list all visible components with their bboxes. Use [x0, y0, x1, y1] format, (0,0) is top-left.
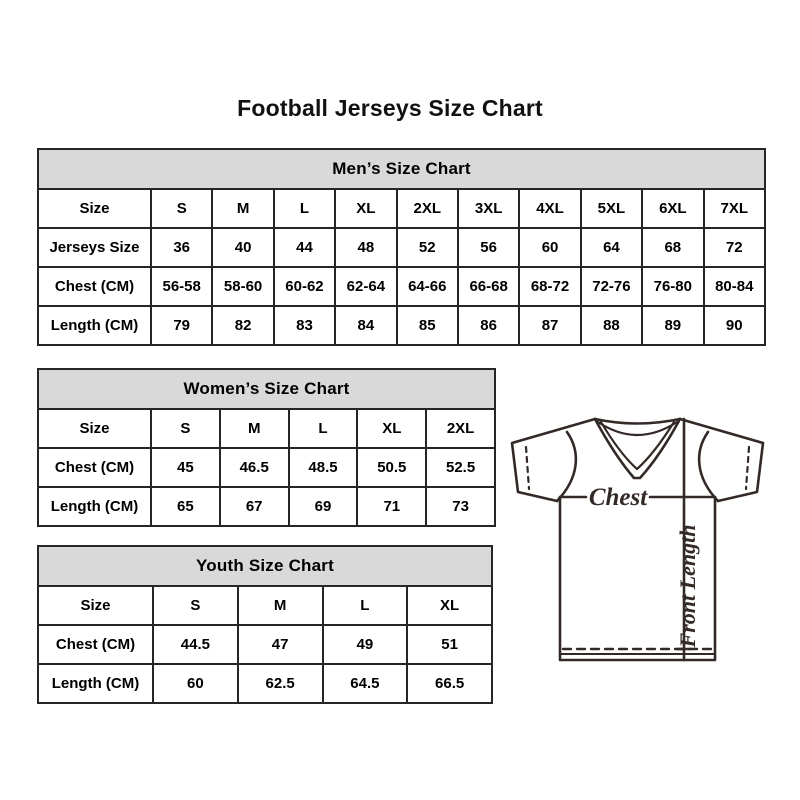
table-row: [38, 487, 495, 526]
page-title: Football Jerseys Size Chart: [237, 95, 543, 121]
table-cell: 66-68: [458, 267, 519, 306]
table-cell: 71: [357, 487, 426, 526]
jersey-right-sleeve: [680, 419, 763, 501]
table-cell: 68-72: [519, 267, 580, 306]
front-length-label: Front Length: [675, 524, 700, 648]
jersey-right-armhole: [699, 432, 718, 501]
row-header-cell: Size: [38, 586, 153, 625]
table-cell: 62-64: [335, 267, 396, 306]
column-header-cell: M: [238, 586, 323, 625]
column-header-cell: S: [153, 586, 238, 625]
womens-size-table: [37, 368, 496, 527]
column-header-cell: S: [151, 409, 220, 448]
column-header-cell: XL: [335, 189, 396, 228]
table-cell: 56-58: [151, 267, 212, 306]
table-cell: 52.5: [426, 448, 495, 487]
column-header-cell: 2XL: [397, 189, 458, 228]
table-cell: 64-66: [397, 267, 458, 306]
table-cell: 69: [289, 487, 358, 526]
column-header-cell: 5XL: [581, 189, 642, 228]
table-cell: 72: [704, 228, 765, 267]
table-cell: 58-60: [212, 267, 273, 306]
table-row: [38, 586, 492, 625]
table-row: [38, 625, 492, 664]
row-header-cell: Chest (CM): [38, 267, 151, 306]
table-cell: 48: [335, 228, 396, 267]
table-cell: 40: [212, 228, 273, 267]
column-header-cell: XL: [407, 586, 492, 625]
table-cell: 46.5: [220, 448, 289, 487]
table-cell: 64: [581, 228, 642, 267]
table-cell: 76-80: [642, 267, 703, 306]
table-row: [38, 448, 495, 487]
row-header-cell: Jerseys Size: [38, 228, 151, 267]
table-cell: 49: [323, 625, 408, 664]
table-title: Men’s Size Chart: [38, 149, 765, 189]
jersey-left-sleeve: [512, 419, 595, 501]
jersey-collar-back: [595, 419, 680, 424]
column-header-cell: 7XL: [704, 189, 765, 228]
table-cell: 83: [274, 306, 335, 345]
table-row: [38, 409, 495, 448]
row-header-cell: Length (CM): [38, 487, 151, 526]
table-cell: 67: [220, 487, 289, 526]
table-cell: 79: [151, 306, 212, 345]
column-header-cell: 2XL: [426, 409, 495, 448]
table-cell: 80-84: [704, 267, 765, 306]
table-cell: 62.5: [238, 664, 323, 703]
table-cell: 87: [519, 306, 580, 345]
table-cell: 56: [458, 228, 519, 267]
table-cell: 86: [458, 306, 519, 345]
table-cell: 44.5: [153, 625, 238, 664]
mens-size-table: [37, 148, 766, 346]
youth-size-table: [37, 545, 493, 704]
table-row: [38, 267, 765, 306]
table-cell: 60-62: [274, 267, 335, 306]
column-header-cell: XL: [357, 409, 426, 448]
table-cell: 73: [426, 487, 495, 526]
table-cell: 72-76: [581, 267, 642, 306]
column-header-cell: 4XL: [519, 189, 580, 228]
table-row: [38, 189, 765, 228]
jersey-left-cuff-dashes: [526, 447, 529, 489]
table-cell: 64.5: [323, 664, 408, 703]
column-header-cell: 6XL: [642, 189, 703, 228]
column-header-cell: 3XL: [458, 189, 519, 228]
table-cell: 90: [704, 306, 765, 345]
column-header-cell: M: [220, 409, 289, 448]
row-header-cell: Chest (CM): [38, 625, 153, 664]
row-header-cell: Length (CM): [38, 306, 151, 345]
column-header-cell: L: [289, 409, 358, 448]
table-cell: 85: [397, 306, 458, 345]
table-cell: 66.5: [407, 664, 492, 703]
table-cell: 68: [642, 228, 703, 267]
column-header-cell: L: [274, 189, 335, 228]
table-row: [38, 306, 765, 345]
table-title: Women’s Size Chart: [38, 369, 495, 409]
table-cell: 51: [407, 625, 492, 664]
table-cell: 60: [519, 228, 580, 267]
column-header-cell: L: [323, 586, 408, 625]
jersey-left-armhole: [557, 432, 576, 501]
table-cell: 89: [642, 306, 703, 345]
column-header-cell: M: [212, 189, 273, 228]
table-cell: 60: [153, 664, 238, 703]
table-cell: 65: [151, 487, 220, 526]
table-cell: 50.5: [357, 448, 426, 487]
table-cell: 47: [238, 625, 323, 664]
row-header-cell: Length (CM): [38, 664, 153, 703]
row-header-cell: Size: [38, 189, 151, 228]
table-cell: 45: [151, 448, 220, 487]
row-header-cell: Size: [38, 409, 151, 448]
table-cell: 36: [151, 228, 212, 267]
table-title: Youth Size Chart: [38, 546, 492, 586]
table-cell: 88: [581, 306, 642, 345]
table-cell: 84: [335, 306, 396, 345]
column-header-cell: S: [151, 189, 212, 228]
table-row: [38, 228, 765, 267]
table-cell: 44: [274, 228, 335, 267]
jersey-right-cuff-dashes: [746, 447, 749, 489]
jersey-diagram: [503, 406, 775, 668]
row-header-cell: Chest (CM): [38, 448, 151, 487]
table-row: [38, 664, 492, 703]
chest-label: Chest: [588, 484, 648, 511]
table-cell: 52: [397, 228, 458, 267]
table-cell: 82: [212, 306, 273, 345]
table-cell: 48.5: [289, 448, 358, 487]
